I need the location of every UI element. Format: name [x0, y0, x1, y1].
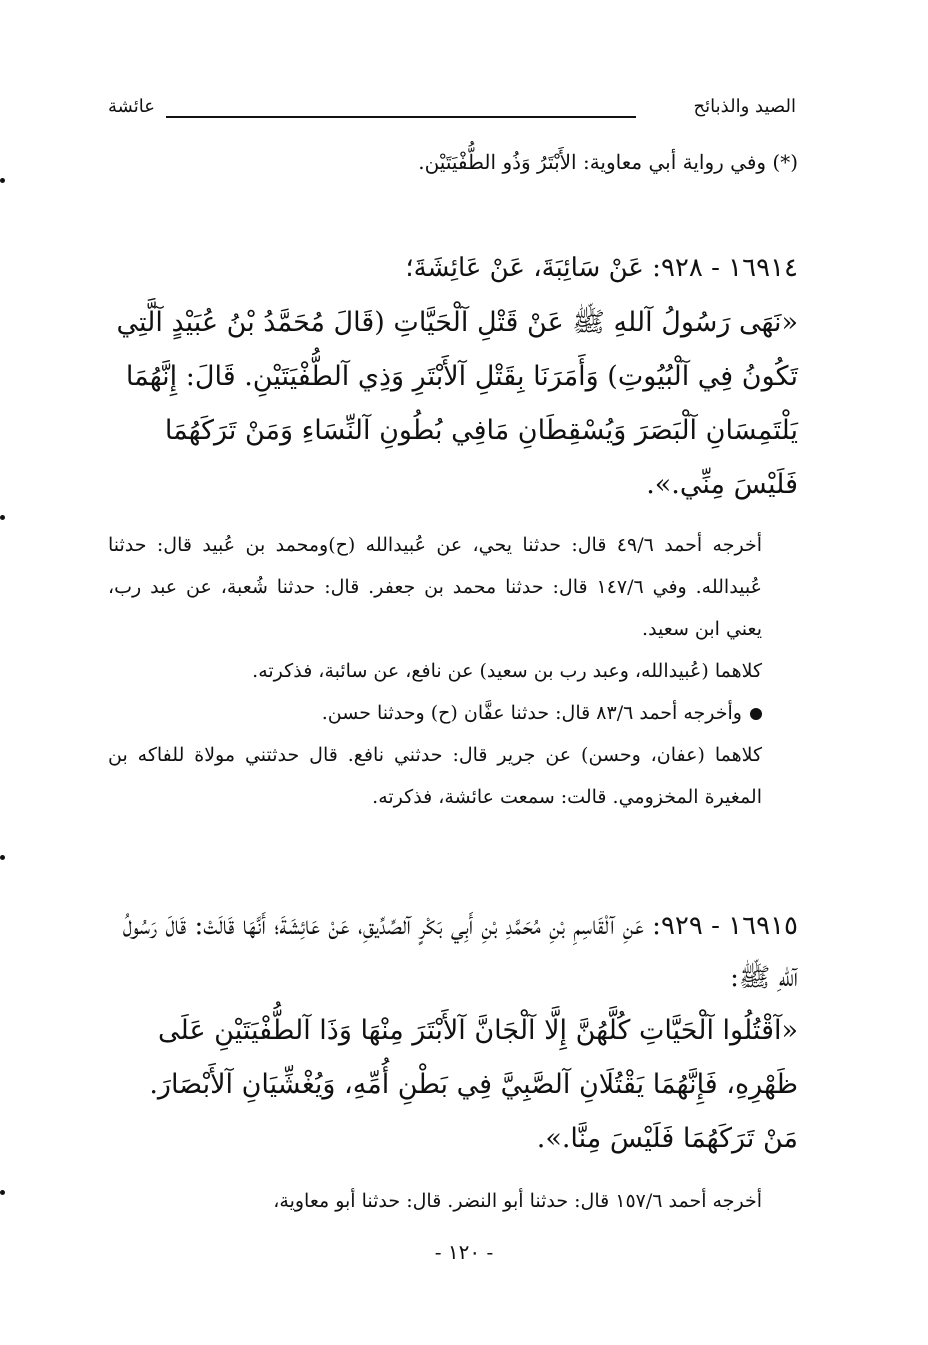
bullet-dot-icon [750, 708, 762, 720]
takhrij-paragraph: أخرجه أحمد ١٥٧/٦ قال: حدثنا أبو النضر. قال: حدثنا أبو معاوية، [273, 1190, 762, 1212]
header-narrator-title: عائشة [108, 96, 155, 117]
margin-mark [0, 855, 5, 860]
margin-mark [0, 178, 5, 183]
footnote-variant: (*) وفي رواية أبي معاوية: الأَبْتَرُ وَذُو الطُّفْيَتَيْن. [418, 150, 798, 174]
takhrij-16914 [108, 524, 798, 818]
running-header [108, 96, 796, 130]
takhrij-paragraph: أخرجه أحمد ٤٩/٦ قال: حدثنا يحي، عن عُبيدالله (ح)ومحمد بن عُبيد قال: حدثنا عُبيدالله. وفي ١٤٧/٦ قال: حدثنا محمد بن جعفر. قال: حدثنا شُعبة، عن عبد رب، يعني ابن سعيد. [108, 534, 762, 640]
takhrij-paragraph-bullet: وأخرجه أحمد ٨٣/٦ قال: حدثنا عفَّان (ح) وحدثنا حسن. [108, 692, 798, 734]
takhrij-paragraph: كلاهما (عُبيدالله، وعبد رب بن سعيد) عن نافع، عن سائبة، فذكرته. [252, 660, 762, 682]
margin-mark [0, 515, 5, 520]
header-chapter-title: الصيد والذبائح [693, 96, 796, 117]
hadith-16915-heading: ١٦٩١٥ - ٩٢٩: عَنِ آلْقَاسِمِ بْنِ مُحَمَّدِ بْنِ أَبِي بَكْرٍ آلصِّدِّيقِ، عَنْ عَائِشَةَ؛ أَنَّهَا قَالَتْ: قَالَ رَسُولُ آللهِ ﷺ: [122, 911, 798, 993]
page-number: - ١٢٠ - [434, 1240, 494, 1264]
margin-mark [0, 1190, 5, 1195]
hadith-16914-heading: ١٦٩١٤ - ٩٢٨: عَنْ سَائِبَةَ، عَنْ عَائِشَةَ؛ [405, 253, 798, 283]
hadith-16914-text: «نَهَى رَسُولُ آللهِ ﷺ عَنْ قَتْلِ آلْحَيَّاتِ (قَالَ مُحَمَّدُ بْنُ عُبَيْدٍ آلَّتِي تَكُونُ فِي آلْبُيُوتِ) وَأَمَرَنَا بِقَتْلِ آلأَبْتَرِ وَذِي آلطُّفْيَتَيْنِ. قَالَ: إِنَّهُمَا يَلْتَمِسَانِ آلْبَصَرَ وَيُسْقِطَانِ مَافِي بُطُونِ آلنِّسَاءِ وَمَنْ تَرَكَهُمَا فَلَيْسَ مِنِّي.». [116, 307, 798, 500]
header-rule [166, 116, 636, 118]
takhrij-16915 [108, 1180, 798, 1222]
takhrij-paragraph: كلاهما (عفان، وحسن) عن جرير قال: حدثني نافع. قال حدثتني مولاة للفاكه بن المغيرة المخزومي. قالت: سمعت عائشة، فذكرته. [108, 744, 762, 808]
hadith-16915-text: «آقْتُلُوا آلْحَيَّاتِ كُلَّهُنَّ إِلَّا آلْجَانَّ آلأَبْتَرَ مِنْهَا وَذَا آلطُّفْيَتَيْنِ عَلَى ظَهْرِهِ، فَإِنَّهُمَا يَقْتُلَانِ آلصَّبِيَّ فِي بَطْنِ أُمِّهِ، وَيُغْشِّيَانِ آلأَبْصَارَ. مَنْ تَرَكَهُمَا فَلَيْسَ مِنَّا.». [149, 1015, 798, 1154]
